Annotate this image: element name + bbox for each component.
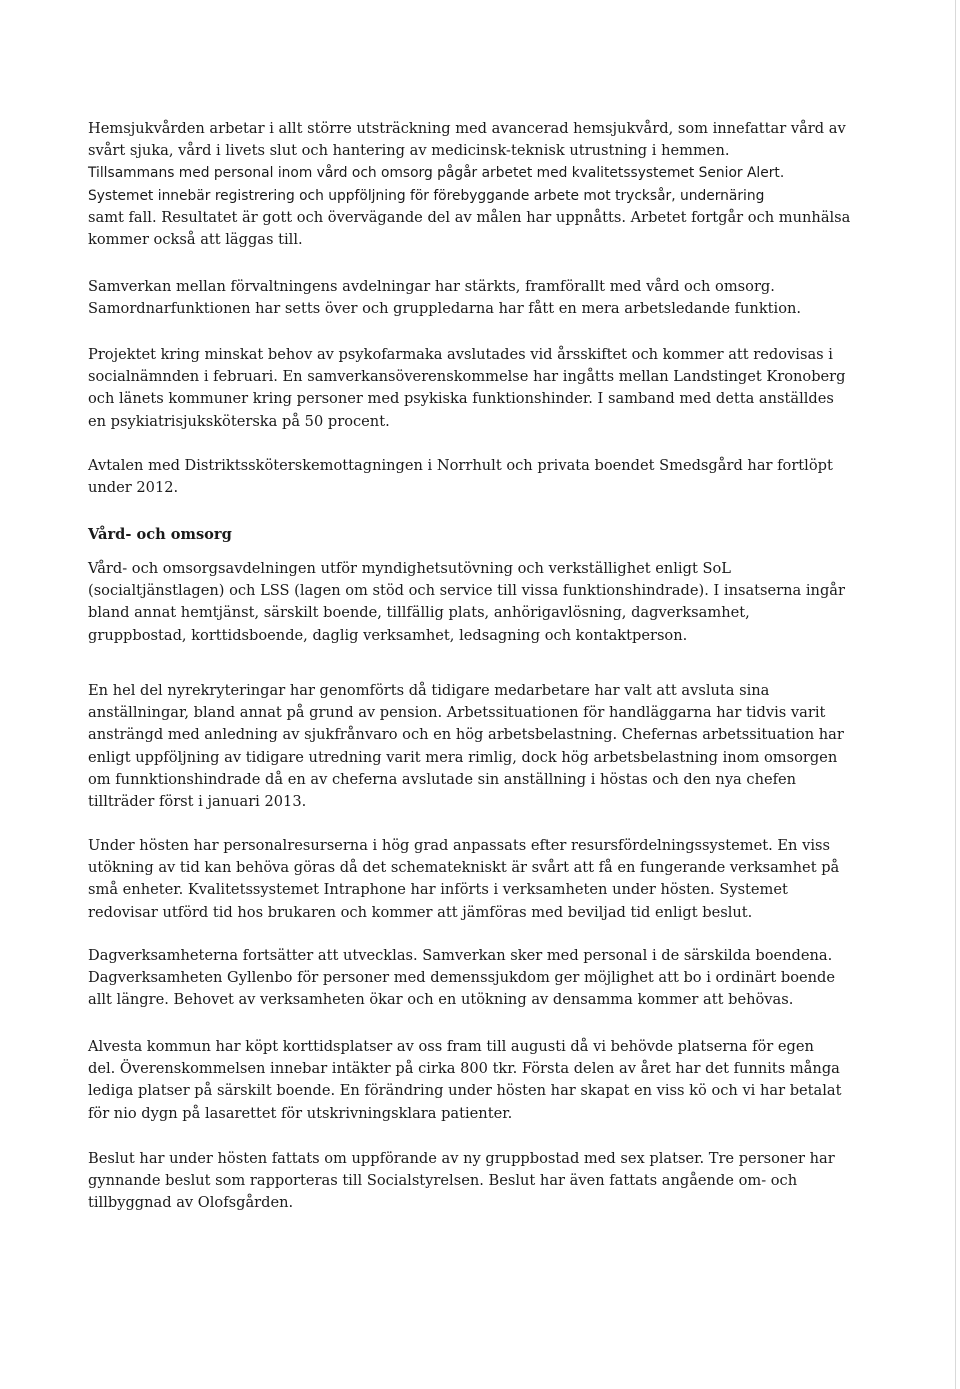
paragraph-korttidsplatser bbox=[88, 1036, 840, 1125]
paragraph-gruppbostad bbox=[88, 1148, 840, 1215]
text-line: utökning av tid kan behöva göras då det schematekniskt är svårt att få en fungerande verksamhet på bbox=[88, 859, 840, 877]
text-line: lediga platser på särskilt boende. En förändring under hösten har skapat en viss kö och vi har betalat bbox=[88, 1082, 842, 1100]
text-line: (socialtjänstlagen) och LSS (lagen om stöd och service till vissa funktionshindrade). I insatserna ingår bbox=[88, 582, 845, 600]
text-line: Alvesta kommun har köpt korttidsplatser av oss fram till augusti då vi behövde platserna för egen bbox=[88, 1038, 814, 1055]
text-line: socialnämnden i februari. En samverkansöverenskommelse har ingåtts mellan Landstinget Kronoberg bbox=[88, 368, 846, 386]
text-line: Samverkan mellan förvaltningens avdelningar har stärkts, framförallt med vård och omsorg. bbox=[88, 278, 775, 295]
section-heading: Vård- och omsorg bbox=[88, 526, 232, 543]
text-line: en psykiatrisjuksköterska på 50 procent. bbox=[88, 412, 390, 430]
text-line: för nio dygn på lasarettet för utskrivningsklara patienter. bbox=[88, 1104, 513, 1122]
paragraph-vard-omsorg bbox=[88, 558, 845, 647]
text-line: Systemet innebär registrering och uppföljning för förebyggande arbete mot trycksår, undernäring bbox=[88, 187, 765, 204]
text-line: Beslut har under hösten fattats om uppförande av ny gruppbostad med sex platser. Tre personer har bbox=[88, 1150, 835, 1167]
text-line: allt längre. Behovet av verksamheten ökar och en utökning av densamma kommer att behövas. bbox=[88, 991, 794, 1009]
text-line: gruppbostad, korttidsboende, daglig verksamhet, ledsagning och kontaktperson. bbox=[88, 626, 688, 644]
text-line: Dagverksamheten Gyllenbo för personer med demenssjukdom ger möjlighet att bo i ordinärt boende bbox=[88, 969, 836, 987]
text-line: Dagverksamheterna fortsätter att utvecklas. Samverkan sker med personal i de särskilda boendena. bbox=[88, 947, 833, 964]
text-line: tillträder först i januari 2013. bbox=[88, 793, 307, 811]
paragraph-avtalen bbox=[88, 455, 840, 499]
text-line: Projektet kring minskat behov av psykofarmaka avslutades vid årsskiftet och kommer att redovisas i bbox=[88, 346, 833, 363]
text-line: redovisar utförd tid hos brukaren och kommer att jämföras med beviljad tid enligt beslut. bbox=[88, 903, 753, 921]
paragraph-samverkan bbox=[88, 276, 840, 320]
paragraph-personalresurser bbox=[88, 835, 840, 924]
text-line: En hel del nyrekryteringar har genomförts då tidigare medarbetare har valt att avsluta sina bbox=[88, 682, 770, 699]
text-line: Avtalen med Distriktssköterskemottagningen i Norrhult och privata boendet Smedsgård har fortlöpt bbox=[88, 457, 833, 474]
text-line: under 2012. bbox=[88, 479, 179, 497]
text-line: del. Överenskommelsen innebar intäkter på cirka 800 tkr. Första delen av året har det funnits många bbox=[88, 1060, 840, 1078]
text-line: Tillsammans med personal inom vård och omsorg pågår arbetet med kvalitetssystemet Senior Alert. bbox=[88, 165, 785, 182]
text-line: samt fall. Resultatet är gott och övervägande del av målen har uppnåtts. Arbetet fortgår och munhälsa bbox=[88, 208, 851, 226]
text-line: Hemsjukvården arbetar i allt större utsträckning med avancerad hemsjukvård, som innefattar vård av bbox=[88, 120, 846, 137]
paragraph-projektet bbox=[88, 344, 846, 433]
text-line: Under hösten har personalresurserna i hög grad anpassats efter resursfördelningssystemet. En viss bbox=[88, 837, 830, 854]
text-line: anställningar, bland annat på grund av pension. Arbetssituationen för handläggarna har tidvis varit bbox=[88, 704, 826, 722]
text-line: Vård- och omsorgsavdelningen utför myndighetsutövning och verkställighet enligt SoL bbox=[88, 560, 731, 577]
text-line: svårt sjuka, vård i livets slut och hantering av medicinsk-teknisk utrustning i hemmen. bbox=[88, 142, 730, 160]
paragraph-nyrekryteringar bbox=[88, 680, 844, 813]
text-line: tillbyggnad av Olofsgården. bbox=[88, 1194, 294, 1212]
text-line: Samordnarfunktionen har setts över och gruppledarna har fått en mera arbetsledande funktion. bbox=[88, 300, 802, 318]
text-line: kommer också att läggas till. bbox=[88, 231, 303, 249]
text-line: små enheter. Kvalitetssystemet Intraphone har införts i verksamheten under hösten. Systemet bbox=[88, 881, 788, 899]
text-line: enligt uppföljning av tidigare utredning varit mera rimlig, dock hög arbetsbelastning inom omsorgen bbox=[88, 748, 838, 766]
text-line: bland annat hemtjänst, särskilt boende, tillfällig plats, anhörigavlösning, dagverksamhet, bbox=[88, 604, 750, 622]
paragraph-hemsjukvard bbox=[88, 118, 851, 251]
text-line: gynnande beslut som rapporteras till Socialstyrelsen. Beslut har även fattats angående om- och bbox=[88, 1172, 798, 1190]
text-line: om funnktionshindrade då en av cheferna avslutade sin anställning i höstas och den nya chefen bbox=[88, 770, 797, 788]
text-line: och länets kommuner kring personer med psykiska funktionshinder. I samband med detta anställdes bbox=[88, 390, 834, 408]
scan-edge-line bbox=[955, 0, 956, 1389]
text-line: ansträngd med anledning av sjukfrånvaro och en hög arbetsbelastning. Chefernas arbetssituation har bbox=[88, 726, 844, 744]
paragraph-dagverksamheter bbox=[88, 945, 840, 1012]
